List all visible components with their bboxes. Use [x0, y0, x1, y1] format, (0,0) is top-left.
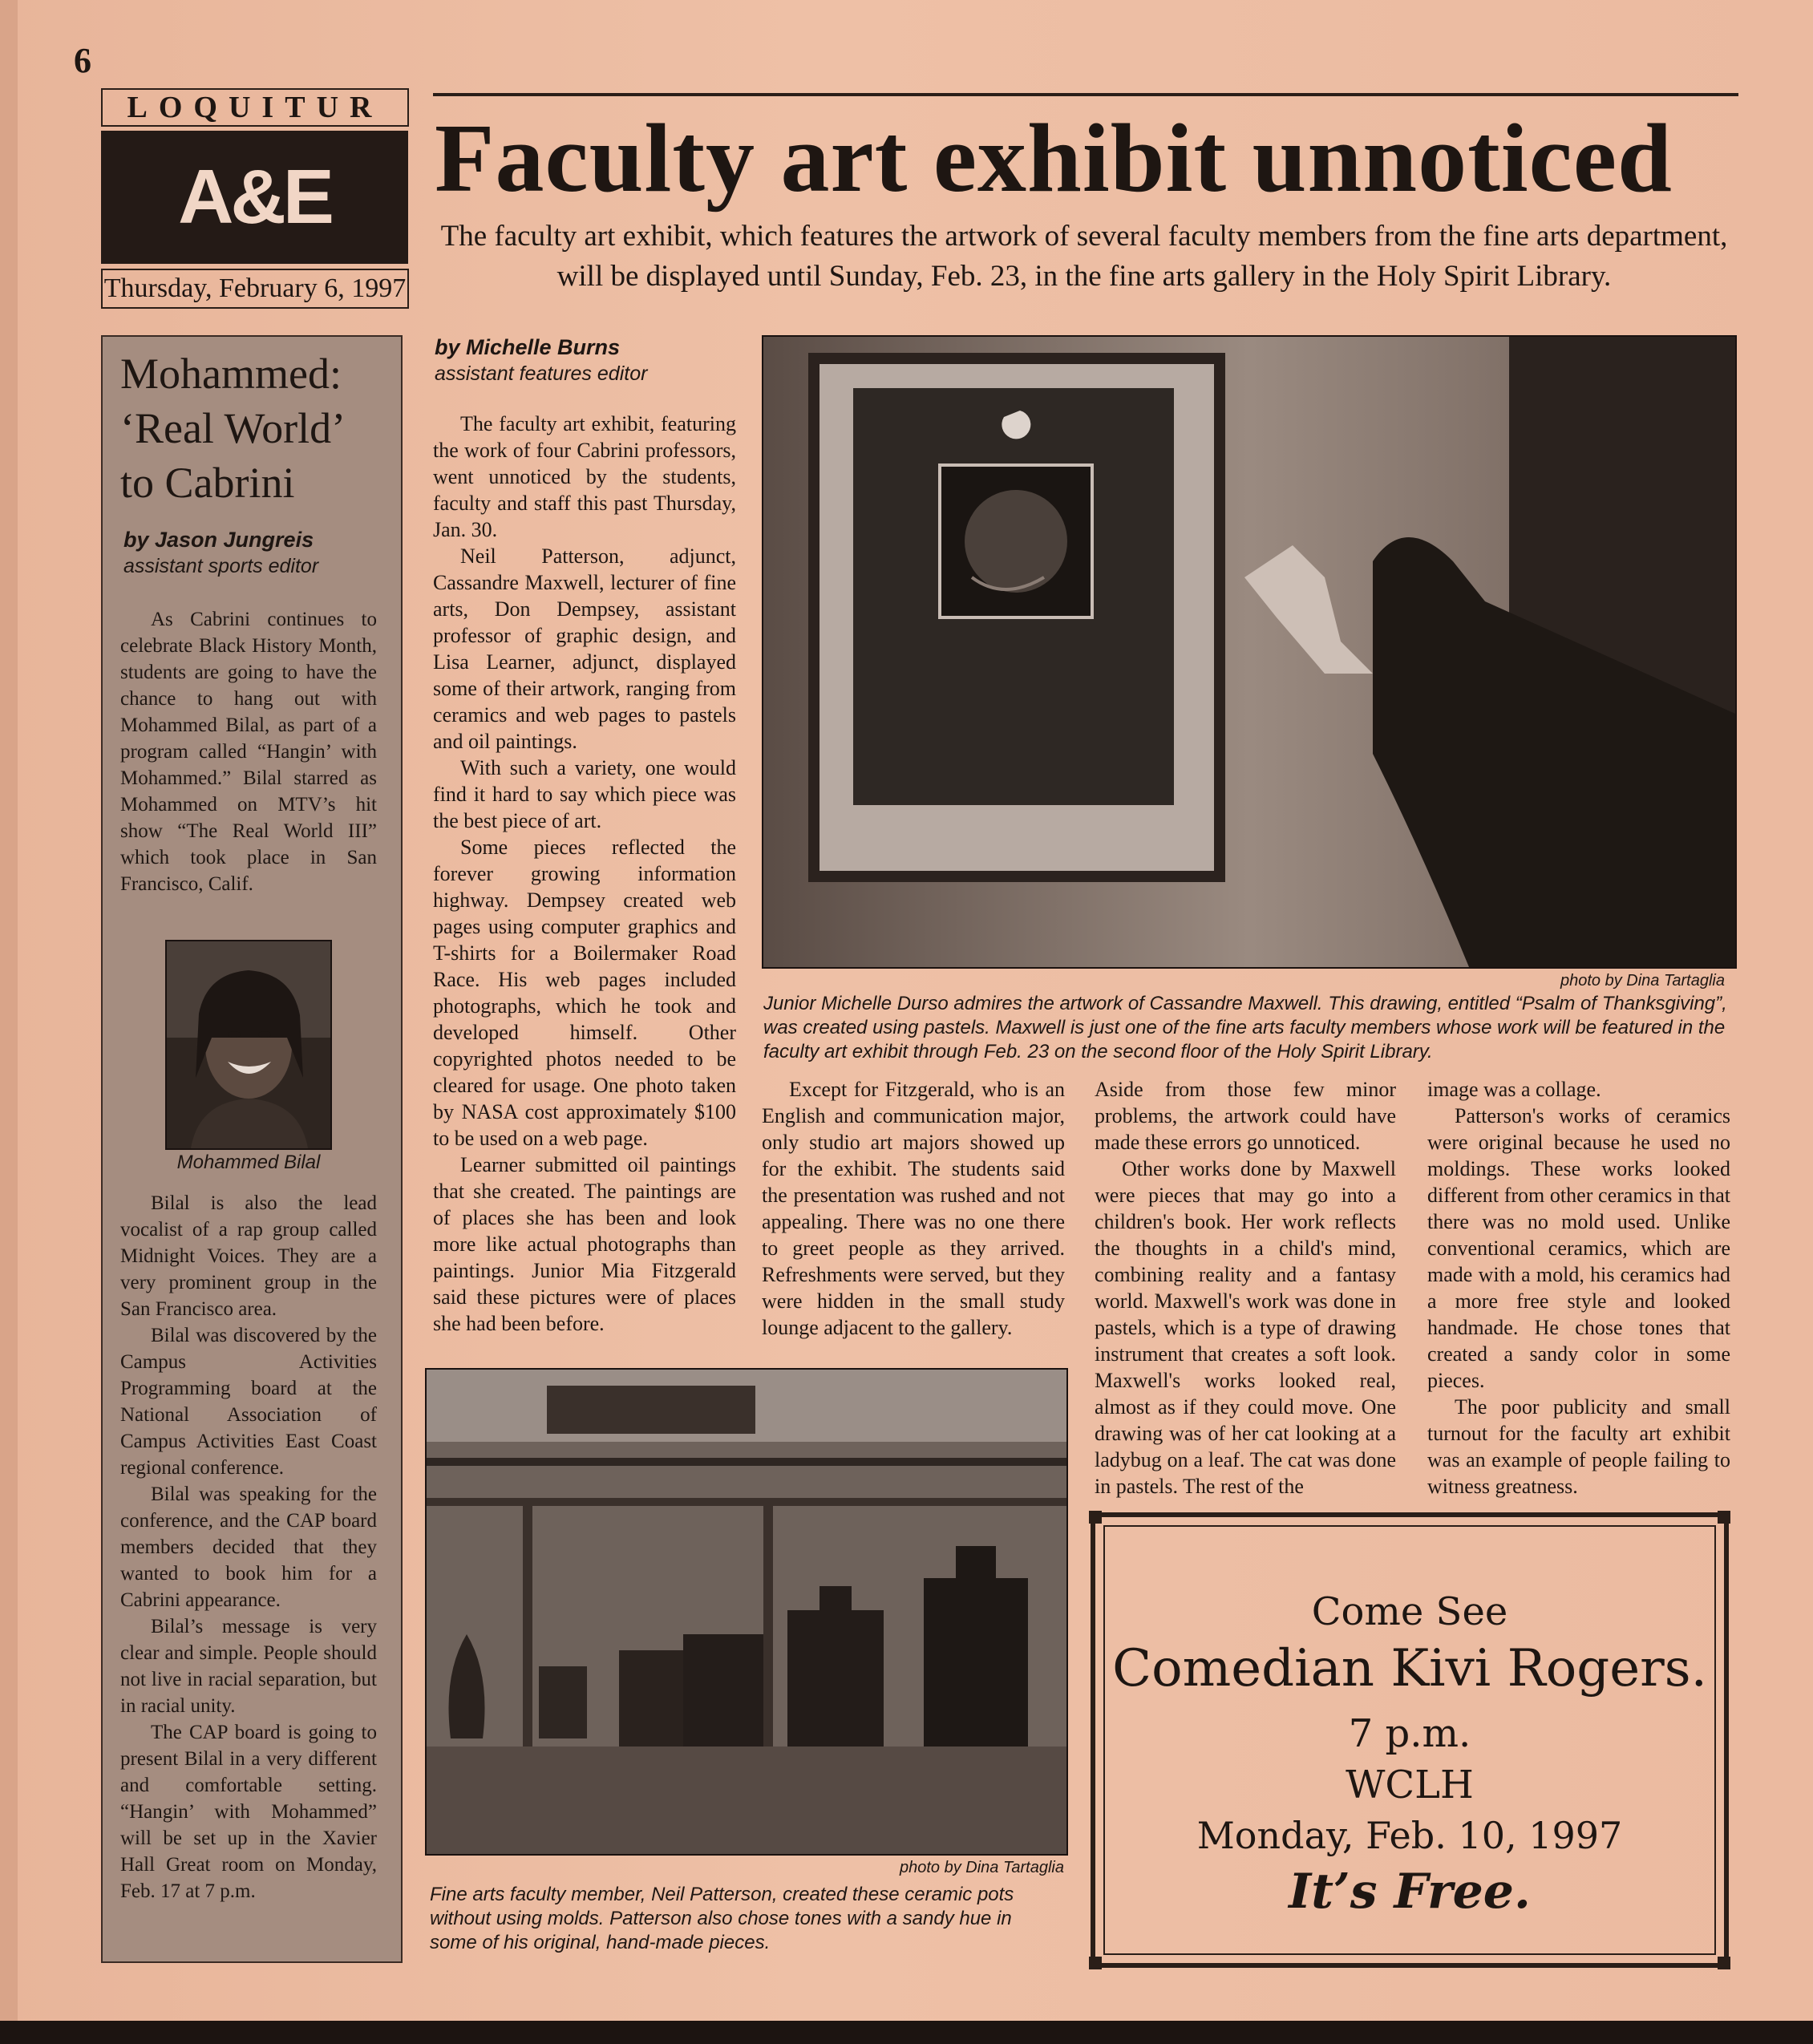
comedian-ad — [1091, 1512, 1729, 1968]
headline-rule — [433, 93, 1738, 96]
paper-name: LOQUITUR — [101, 88, 409, 127]
issue-date: Thursday, February 6, 1997 — [101, 269, 409, 309]
sidebar-intro — [120, 606, 377, 897]
photo-credit: photo by Dina Tartaglia — [1560, 972, 1725, 990]
sidebar-photo-caption: Mohammed Bilal — [176, 1152, 321, 1173]
exhibit-photo — [762, 335, 1737, 969]
article-paragraph: The faculty art exhibit, featuring the work of four Cabrini professors, went unnoticed by the students, faculty and staff this past Thursday, Jan. 30. — [433, 412, 736, 541]
article-paragraph: image was a collage. — [1427, 1078, 1601, 1101]
article-paragraph: The poor publicity and small turnout for the faculty art exhibit was an example of people failing to witness greatness. — [1427, 1395, 1730, 1498]
ad-line: Come See — [1311, 1589, 1508, 1634]
sidebar-paragraph: The CAP board is going to present Bilal in a very different and comfortable setting. “Hangin’ with Mohammed” will be set up in the Xavier Hall Great room on Monday, Feb. 17 at 7 p.m. — [120, 1722, 377, 1902]
sidebar-title-line: to Cabrini — [120, 459, 295, 507]
article-paragraph: Except for Fitzgerald, who is an English and communication major, only studio art majors showed up for the exhibit. The students said the presentation was rushed and not appealing. There was no one there to greet people as they arrived. Refreshments were served, but they were hidden in the small study lounge adjacent to the gallery. — [762, 1078, 1065, 1339]
ad-corner — [1718, 1511, 1730, 1524]
article-column-2 — [762, 1076, 1065, 1341]
ad-date: Monday, Feb. 10, 1997 — [1196, 1814, 1623, 1857]
ceramics-photo-image — [427, 1370, 1066, 1854]
page-bottom-edge — [0, 2021, 1813, 2044]
sidebar-byline-role: assistant sports editor — [123, 555, 319, 577]
ad-headline: Comedian Kivi Rogers. — [1112, 1639, 1707, 1698]
headline: Faculty art exhibit unnoticed — [435, 104, 1673, 212]
sidebar-paragraph: Bilal’s message is very clear and simple. People should not live in racial separation, but in racial unity. — [120, 1616, 377, 1717]
sidebar-title-line: Mohammed: — [120, 350, 342, 398]
sidebar-paragraph: Bilal was speaking for the conference, and the CAP board members decided that they wanted to book him for a Cabrini appearance. — [120, 1483, 377, 1611]
page-edge — [0, 0, 18, 2044]
article-paragraph: Aside from those few minor problems, the artwork could have made these errors go unnoticed. — [1095, 1078, 1396, 1154]
exhibit-photo-image — [763, 337, 1735, 967]
portrait-image — [167, 941, 330, 1148]
ad-price: It’s Free. — [1289, 1864, 1531, 1920]
sidebar-body — [120, 1190, 377, 1904]
ad-corner — [1718, 1957, 1730, 1969]
article-byline-role: assistant features editor — [435, 362, 648, 385]
article-paragraph: Learner submitted oil paintings that she created. The paintings are of places she has been and look more like actual photographs than paintings. Junior Mia Fitzgerald said these pictures were of places she had been before. — [433, 1153, 736, 1335]
article-column-3 — [1095, 1076, 1396, 1500]
ad-inner-border — [1103, 1525, 1716, 1955]
article-column-4 — [1427, 1076, 1730, 1500]
ad-venue: WCLH — [1346, 1763, 1474, 1807]
bilal-photo — [165, 940, 332, 1150]
sidebar-title-line: ‘Real World’ — [120, 404, 346, 452]
deck: The faculty art exhibit, which features the artwork of several faculty members from the fine arts department, will be displayed until Sunday, Feb. 23, in the fine arts gallery in the Holy Spirit Library. — [440, 220, 1728, 293]
ad-corner — [1089, 1511, 1102, 1524]
sidebar-paragraph: As Cabrini continues to celebrate Black History Month, students are going to have the chance to hang out with Mohammed Bilal, as part of a program called “Hangin’ with Mohammed.” Bilal starred as Mohammed on MTV’s hit show “The Real World III” which took place in San Francisco, Calif. — [120, 609, 377, 895]
page-number: 6 — [74, 41, 91, 80]
sidebar-paragraph: Bilal was discovered by the Campus Activities Programming board at the National Association of Campus Activities East Coast regional conference. — [120, 1325, 377, 1479]
photo-credit: photo by Dina Tartaglia — [900, 1859, 1064, 1876]
ceramics-photo-caption: Fine arts faculty member, Neil Patterson, created these ceramic pots without using molds. Patterson also chose tones with a sandy hue in some of his original, hand-made pieces. — [430, 1884, 1014, 1953]
sidebar-paragraph: Bilal is also the lead vocalist of a rap group called Midnight Voices. They are a very prominent group in the San Francisco area. — [120, 1192, 377, 1320]
exhibit-photo-caption: Junior Michelle Durso admires the artwork of Cassandre Maxwell. This drawing, entitled “Psalm of Thanksgiving”, was created using pastels. Maxwell is just one of the fine arts faculty members whose work will be featured in the faculty art exhibit through Feb. 23 on the second floor of the Holy Spirit Library. — [763, 993, 1727, 1062]
article-paragraph: Patterson's works of ceramics were original because he used no moldings. These works looked different from other ceramics in that there was no mold used. Unlike conventional ceramics, which are made with a mold, his ceramics had a more free style and looked handmade. He chose tones that created a sandy color in some pieces. — [1427, 1104, 1730, 1392]
sidebar-byline: by Jason Jungreis — [123, 528, 314, 552]
ad-corner — [1089, 1957, 1102, 1969]
article-column-1 — [433, 411, 736, 1337]
article-byline: by Michelle Burns — [435, 335, 621, 359]
article-paragraph: Other works done by Maxwell were pieces that may go into a children's book. Her work reflects the thoughts in a child's mind, combining reality and a fantasy world. Maxwell's work was done in pastels, which is a type of drawing instrument that creates a soft look. Maxwell's works looked real, almost as if they could move. One drawing was of her cat looking at a ladybug on a leaf. The cat was done in pastels. The rest of the — [1095, 1157, 1396, 1498]
ceramics-photo — [425, 1368, 1068, 1856]
section-label: A&E — [101, 131, 408, 264]
ad-time: 7 p.m. — [1348, 1711, 1471, 1756]
sidebar-title — [120, 346, 393, 510]
article-paragraph: Some pieces reflected the forever growing information highway. Dempsey created web pages using computer graphics and T-shirts for a Boilermaker Road Race. His web pages included photographs, which he took and developed himself. Other copyrighted photos needed to be cleared for usage. One photo taken by NASA cost approximately $100 to be used on a web page. — [433, 836, 736, 1150]
article-paragraph: With such a variety, one would find it hard to say which piece was the best piece of art. — [433, 756, 736, 832]
article-paragraph: Neil Patterson, adjunct, Cassandre Maxwell, lecturer of fine arts, Don Dempsey, assistant professor of graphic design, and Lisa Learner, adjunct, displayed some of their artwork, ranging from ceramics and web pages to pastels and oil paintings. — [433, 544, 736, 753]
